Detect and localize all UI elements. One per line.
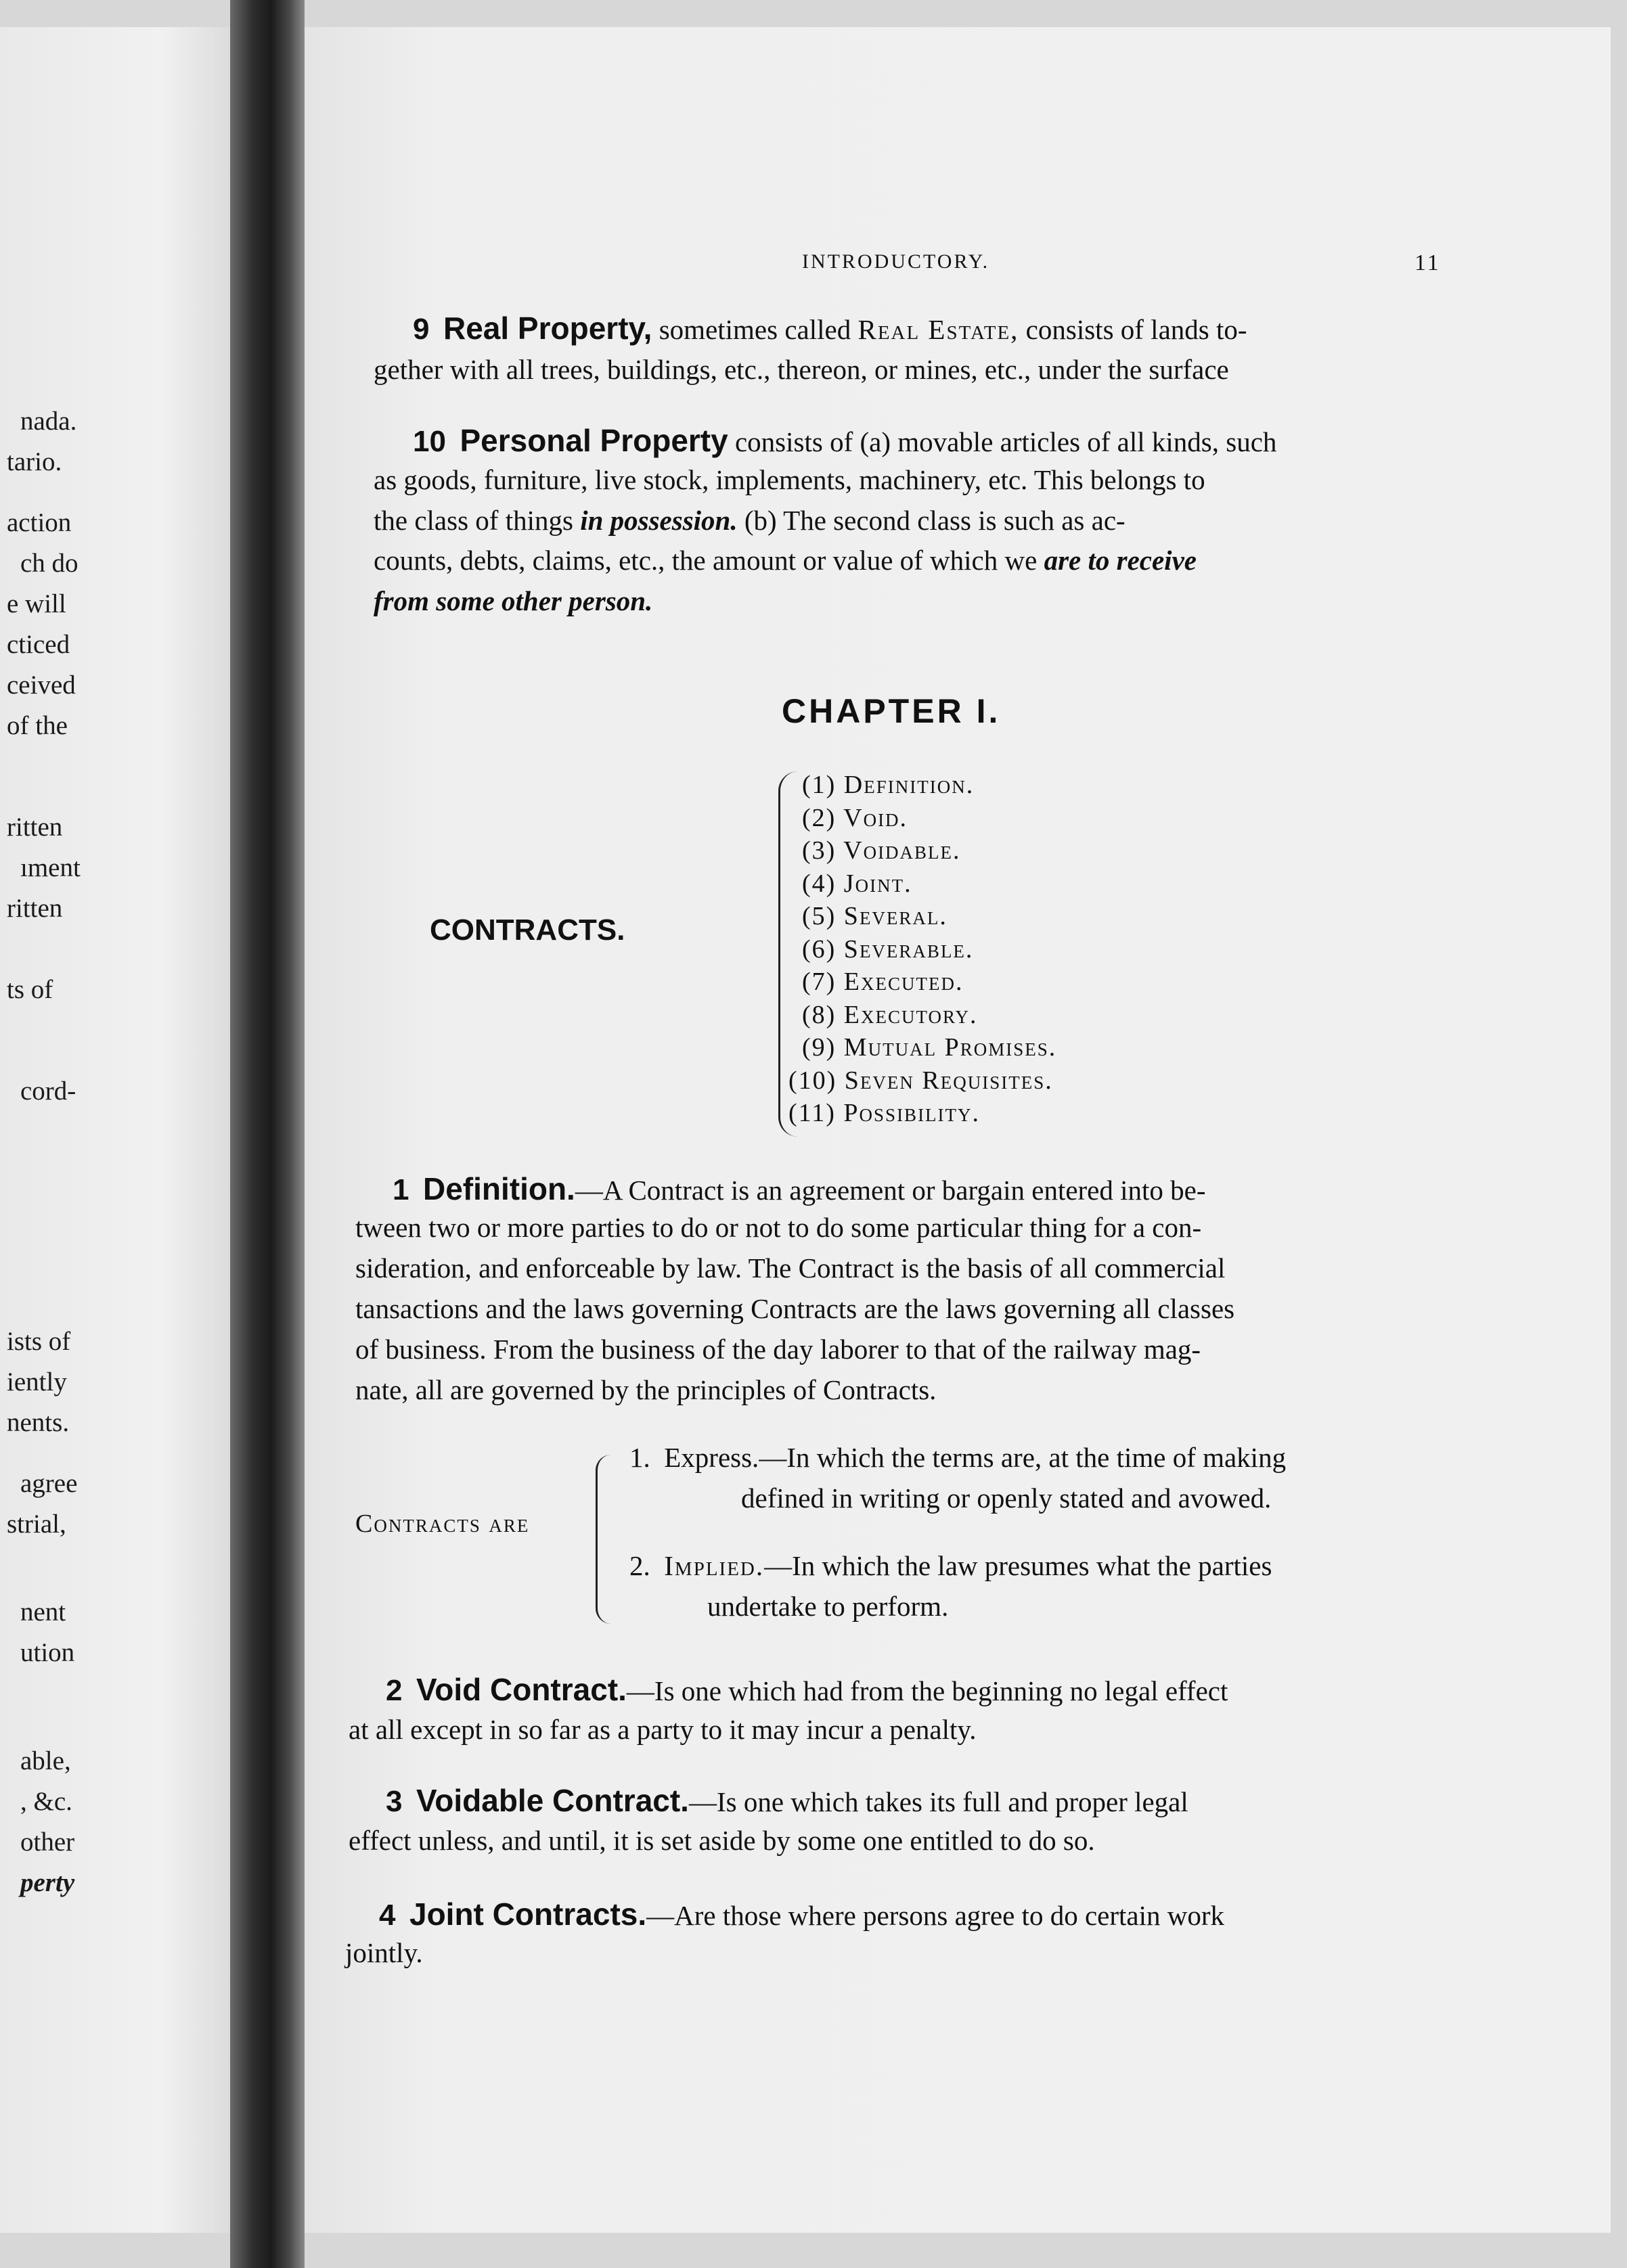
sec2-heading: Void Contract.: [416, 1672, 627, 1707]
left-page-line: ts of: [7, 975, 53, 1004]
sec1-line3: sideration, and enforceable by law. The Contract is the basis of all commercial: [355, 1252, 1226, 1284]
left-page-line: ceived: [7, 671, 76, 700]
sec2-text: —Is one which had from the beginning no legal effect: [626, 1675, 1228, 1706]
left-page-line: ritten: [7, 813, 63, 842]
sec9-number: 9: [413, 313, 430, 346]
left-page-line: strial,: [7, 1510, 66, 1539]
left-page-line: agree: [20, 1469, 78, 1498]
toc-item: (3) Voidable.: [802, 836, 961, 865]
sec1-line1: [393, 1171, 1206, 1207]
toc-item: (11) Possibility.: [788, 1099, 981, 1127]
sec10-line2: as goods, furniture, live stock, implements, machinery, etc. This belongs to: [374, 464, 1205, 495]
sec1-line4: tansactions and the laws governing Contracts are the laws governing all classes: [355, 1293, 1235, 1324]
left-page-line: of the: [7, 711, 68, 740]
sec3-heading: Voidable Contract.: [416, 1783, 689, 1818]
sec3-number: 3: [386, 1785, 403, 1818]
sec10-line1: [413, 422, 1276, 459]
sec4-heading: Joint Contracts.: [409, 1897, 647, 1932]
sec3-line1: [386, 1782, 1188, 1819]
sec9-text: sometimes called: [659, 314, 851, 345]
implied-text: —In which the law presumes what the parties: [764, 1550, 1272, 1581]
running-header: INTRODUCTORY.: [802, 250, 990, 273]
implied-heading: Implied.: [664, 1550, 765, 1581]
left-page-line: perty: [20, 1868, 75, 1897]
express-line1: [629, 1441, 1286, 1474]
left-page-line: nents.: [7, 1408, 70, 1437]
contracts-are-label: Contracts are: [355, 1510, 530, 1538]
sec10-in-possession: in possession.: [580, 505, 738, 536]
express-number: 1.: [629, 1442, 650, 1473]
left-page-line: ch do: [20, 549, 79, 578]
implied-number: 2.: [629, 1550, 650, 1581]
left-page-line: nent: [20, 1597, 66, 1627]
toc-item: (8) Executory.: [802, 1000, 978, 1029]
toc-item: (5) Several.: [802, 902, 948, 930]
sec9-heading: Real Property,: [443, 311, 652, 346]
express-heading: Express.: [664, 1442, 759, 1473]
sec10-line5: from some other person.: [374, 585, 653, 616]
sec10-text: consists of (a) movable articles of all kinds, such: [734, 426, 1277, 457]
sec1-line5: of business. From the business of the day laborer to that of the railway mag-: [355, 1334, 1201, 1365]
sec9-line2: gether with all trees, buildings, etc., thereon, or mines, etc., under the surface: [374, 354, 1229, 385]
left-page-line: ıment: [20, 853, 81, 882]
sec9-real-estate: Real Estate,: [857, 314, 1019, 345]
left-page-line: ution: [20, 1638, 75, 1667]
sec4-number: 4: [379, 1899, 396, 1932]
sec3-line2: effect unless, and until, it is set aside by some one entitled to do so.: [349, 1825, 1095, 1856]
implied-line1: [629, 1549, 1272, 1582]
types-brace: [596, 1455, 611, 1624]
sec4-line2: jointly.: [345, 1937, 423, 1968]
sec10-line3: [374, 504, 1125, 537]
left-page-line: other: [20, 1828, 75, 1857]
left-page-line: , &c.: [20, 1787, 72, 1816]
express-line2: defined in writing or openly stated and avowed.: [741, 1482, 1272, 1514]
toc-item: (10) Seven Requisites.: [788, 1066, 1053, 1095]
sec1-text: —A Contract is an agreement or bargain entered into be-: [575, 1175, 1206, 1206]
left-page-line: nada.: [20, 407, 77, 436]
sec10-heading: Personal Property: [460, 423, 728, 458]
sec10-number: 10: [413, 425, 446, 458]
sec1-line2: tween two or more parties to do or not to do some particular thing for a con-: [355, 1212, 1202, 1243]
sec10-line3-a: the class of things: [374, 505, 573, 536]
sec1-heading: Definition.: [422, 1171, 575, 1206]
sec10-line4-a: counts, debts, claims, etc., the amount or value of which we: [374, 545, 1038, 576]
toc-item: (9) Mutual Promises.: [802, 1033, 1057, 1062]
sec9-text-end: consists of lands to-: [1025, 314, 1247, 345]
left-page: [0, 27, 230, 2233]
implied-line2: undertake to perform.: [707, 1591, 949, 1622]
toc-item: (4) Joint.: [802, 869, 912, 898]
sec1-line6: nate, all are governed by the principles of Contracts.: [355, 1374, 937, 1405]
sec10-to-receive: are to receive: [1044, 545, 1197, 576]
toc-item: (1) Definition.: [802, 771, 975, 799]
left-page-line: able,: [20, 1746, 71, 1775]
sec2-line1: [386, 1671, 1228, 1708]
toc-item: (2) Void.: [802, 803, 908, 832]
sec10-line3-b: (b) The second class is such as ac-: [744, 505, 1125, 536]
left-page-line: cord-: [20, 1076, 76, 1106]
left-page-line: e will: [7, 589, 66, 618]
chapter-title: CHAPTER I.: [782, 692, 1001, 730]
left-page-line: ists of: [7, 1327, 71, 1356]
left-page-line: action: [7, 508, 72, 537]
sec1-number: 1: [393, 1173, 409, 1206]
sec4-line1: [379, 1896, 1224, 1932]
sec10-line4: [374, 544, 1197, 576]
sec3-text: —Is one which takes its full and proper legal: [688, 1786, 1188, 1817]
express-text: —In which the terms are, at the time of making: [759, 1442, 1287, 1473]
sec2-line2: at all except in so far as a party to it may incur a penalty.: [349, 1714, 977, 1745]
left-page-line: ritten: [7, 894, 63, 923]
toc-item: (6) Severable.: [802, 934, 974, 963]
left-page-line: tario.: [7, 447, 62, 476]
page-number: 11: [1414, 250, 1441, 275]
chapter-label: CONTRACTS.: [430, 913, 625, 947]
right-page: [305, 27, 1611, 2233]
left-page-line: cticed: [7, 630, 70, 659]
sec2-number: 2: [386, 1674, 403, 1707]
toc-item: (7) Executed.: [802, 968, 964, 996]
left-page-line: iently: [7, 1367, 67, 1397]
sec4-text: —Are those where persons agree to do certain work: [646, 1900, 1224, 1931]
sec9-line1: [413, 310, 1247, 346]
book-gutter: [230, 0, 305, 2268]
